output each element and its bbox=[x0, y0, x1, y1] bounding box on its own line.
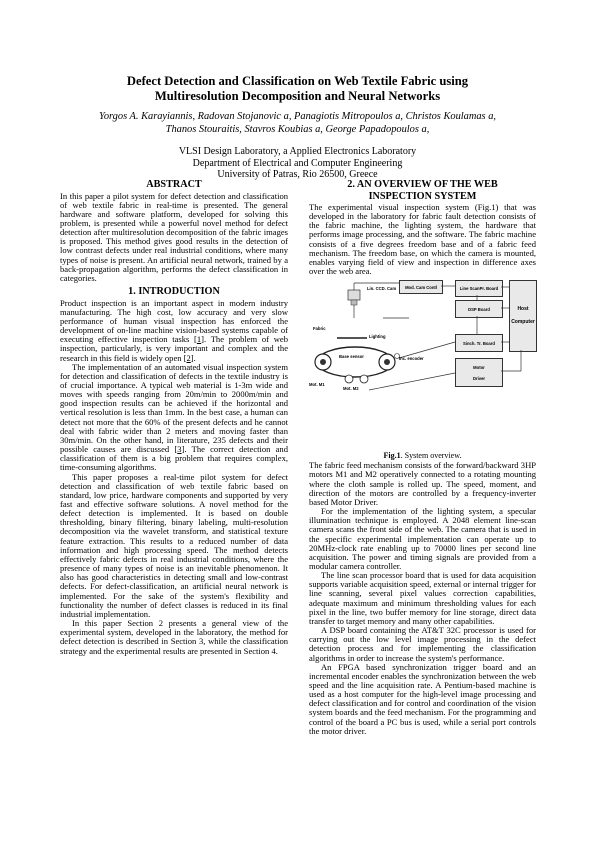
sync-trigger-board-box: Sinch. Tr. Board bbox=[455, 334, 503, 352]
affiliation-line-3: University of Patras, Rio 26500, Greece bbox=[217, 169, 378, 180]
intro-p1-part-b: ]. The problem of web inspection, particularly, is very important and complex and the research in this field is widely open [ bbox=[60, 334, 288, 363]
system-overview-figure bbox=[309, 278, 536, 450]
intro-paragraph-4: In this paper Section 2 presents a general view of the experimental system, developed in the laboratory, the method for defect detection is described in Section 3, while the classification strategy and the experimental results are presented in Section 4. bbox=[60, 618, 288, 656]
overview-heading bbox=[309, 179, 536, 202]
camera-icon bbox=[348, 290, 360, 300]
lighting-label: Lighting bbox=[369, 334, 386, 340]
author-list bbox=[0, 110, 595, 136]
authors-line-1: Yorgos A. Karayiannis, Radovan Stojanovic a, Panagiotis Mitropoulos a, Christos Koulamas a, bbox=[99, 111, 496, 122]
overview-heading-line-1: 2. AN OVERVIEW OF THE WEB bbox=[347, 179, 498, 190]
motor-driver-label-1: Motor bbox=[473, 364, 485, 370]
intro-paragraph-3: This paper proposes a real-time pilot system for defect detection and classification of web textile fabric based on standard, low price, hardware components and supported by very fast and effective software solutions. A novel method for the defect detection is implemented. It is based on double thresholding, binary filtering, binary labeling, multi-resolution decomposition via the wavelet transform, and statistical texture feature extraction. This results to a reduced number of data information and high processing speed. The method detects effectively fabric defects in real industrial conditions, where the presence of many types of noise is an inevitable phenomenon. It also has good characteristics in detecting small and low-contrast defects. For defect-classification, an artificial neural network is implemented. For the sake of the system's flexibility and functionality the number of defect classes is reduced in its final industrial implementation. bbox=[60, 471, 288, 619]
figure-drawing bbox=[309, 278, 536, 450]
dsp-board-box: DSP Board bbox=[455, 300, 503, 318]
motor-m1-label: Mot. M1 bbox=[309, 382, 325, 388]
camera-controller-box: Mod. Cam Contl bbox=[399, 280, 443, 294]
motor-driver-label-2: Driver bbox=[472, 375, 486, 381]
camera-label: Lin. CCD. Cam bbox=[367, 286, 397, 292]
line-scan-board-box: Line ScanPr. Board bbox=[455, 280, 503, 297]
encoder-label: Inc. encoder bbox=[399, 356, 424, 362]
affiliation-line-2: Department of Electrical and Computer Engineering bbox=[192, 157, 403, 169]
overview-paragraph-5: A DSP board containing the AT&T 32C processor is used for carrying out the low level image processing in the defect detection process and for implementing the classification algorithms in order to increase the system's performance. bbox=[309, 625, 536, 663]
affiliation bbox=[0, 146, 595, 181]
right-column bbox=[309, 179, 536, 736]
citation-3[interactable]: 3 bbox=[177, 444, 182, 455]
affiliation-line-1: VLSI Design Laboratory, a Applied Electronics Laboratory bbox=[178, 146, 417, 157]
intro-p2-part-b: ]. The correct detection and classification of them is a big problem that requires complex, time-consuming algorithms. bbox=[60, 444, 288, 473]
left-column bbox=[60, 179, 288, 656]
intro-p2-part-a: The implementation of an automated visual inspection system for detection and classification of defects in the textile industry is of crucial importance. A typical web material is 1-3m wide and moves with speeds ranging from 20m/min to 2000m/min and good inspection results can be achieved if the horizontal and vertical resolution is less than 1mm. In the best case, a human can detect not more that the 60% of the present defects and he cannot deal with fabric wider than 2 meters and moving faster than 30m/min. On the other hand, in literature, 235 defects and their possible causes are discussed [ bbox=[60, 361, 288, 455]
motor-m2-label: Mot. M2 bbox=[343, 386, 359, 392]
citation-2[interactable]: 2 bbox=[186, 352, 191, 363]
citation-1[interactable]: 1 bbox=[196, 334, 202, 345]
figure-caption bbox=[309, 451, 536, 460]
overview-heading-line-2: INSPECTION SYSTEM bbox=[368, 190, 477, 202]
base-sensor-label: Base sensor bbox=[339, 354, 364, 360]
overview-paragraph-4: The line scan processor board that is used for data acquisition supports variable acquisition speed, external or internal trigger for line scanning, several pixel values correction capabilities, adequate maximum and minimum thresholding values for each pixel in the line, two buffer memory for line storage, direct data transfer to target memory and many other capabilities. bbox=[309, 570, 536, 626]
abstract-text: In this paper a pilot system for defect detection and classification of web textile fabric in real-time is presented. The general hardware and software platform, developed for solving this problem, is presented while a powerful novel method for defect detection after multiresolution decomposition of the fabric images is proposed. This method gives good results in the detection of low contrast defects under real industrial conditions, where many types of noise is present. An artificial neural network, trained by a back-propagation algorithm, performs the defect classification in categories. bbox=[60, 190, 288, 283]
intro-p1-part-c: ]. bbox=[190, 352, 196, 363]
overview-paragraph-1: The experimental visual inspection system (Fig.1) that was developed in the laboratory for fabric fault detection consists of the fabric machine, the lighting system, the hardware that performs image processing, and the software. The fabric machine consists of a five degrees freedom base and of a fabric feed mechanism. The freedom base, on which the camera is mounted, enables varying field of view and inspection in difference axes over the web area. bbox=[309, 202, 536, 277]
intro-heading: 1. INTRODUCTION bbox=[128, 286, 220, 298]
host-label-1: Host bbox=[517, 306, 529, 313]
authors-line-2: Thanos Stouraitis, Stavros Koubias a, George Papadopoulos a, bbox=[165, 124, 430, 135]
figure-caption-label: Fig.1 bbox=[383, 451, 401, 461]
overview-paragraph-3: For the implementation of the lighting system, a specular illumination technique is employed. A 2048 element line-scan camera scans the front side of the web. The camera that is used in the specific experimental implementation can operate up to 20MHz-clock rate enabling up to 70000 lines per second line acquisition. The power and timing signals are provided from a modular camera controller. bbox=[309, 506, 536, 571]
intro-p1-part-a: Product inspection is an important aspect in modern industry manufacturing. The high cost, low accuracy and very slow performance of human visual inspection has enforced the development of on-line machine vision-based systems capable of executing effective inspection tasks [ bbox=[60, 297, 288, 345]
overview-paragraph-2: The fabric feed mechanism consists of the forward/backward 3HP motors M1 and M2 operatively connected to a rotating mounting where the cloth sample is rolled up. The speed, moment, and direction of the motors are controlled by a frequency-inverter based Motor Driver. bbox=[309, 460, 536, 507]
figure-caption-text: . System overview. bbox=[400, 451, 462, 461]
intro-paragraph-1 bbox=[60, 299, 288, 363]
title-line-2: Multiresolution Decomposition and Neural Networks bbox=[154, 89, 441, 103]
paper-title bbox=[0, 74, 595, 104]
title-line-1: Defect Detection and Classification on Web Textile Fabric using bbox=[126, 74, 469, 88]
abstract-heading: ABSTRACT bbox=[146, 179, 202, 190]
overview-paragraph-6: An FPGA based synchronization trigger board and an incremental encoder enables the synchronization between the web speed and the line acquisition rate. A Pentium-based machine is used as a host computer for the high-level image processing and defect classification and for control and coordination of the vision system boards and the feed mechanism. For the programming and control of the board a PC bus is used, while a serial port controls the motor driver. bbox=[309, 661, 536, 736]
host-label-2: Computer bbox=[511, 319, 535, 326]
intro-paragraph-2 bbox=[60, 363, 288, 473]
fabric-label: Fabric bbox=[313, 326, 326, 332]
